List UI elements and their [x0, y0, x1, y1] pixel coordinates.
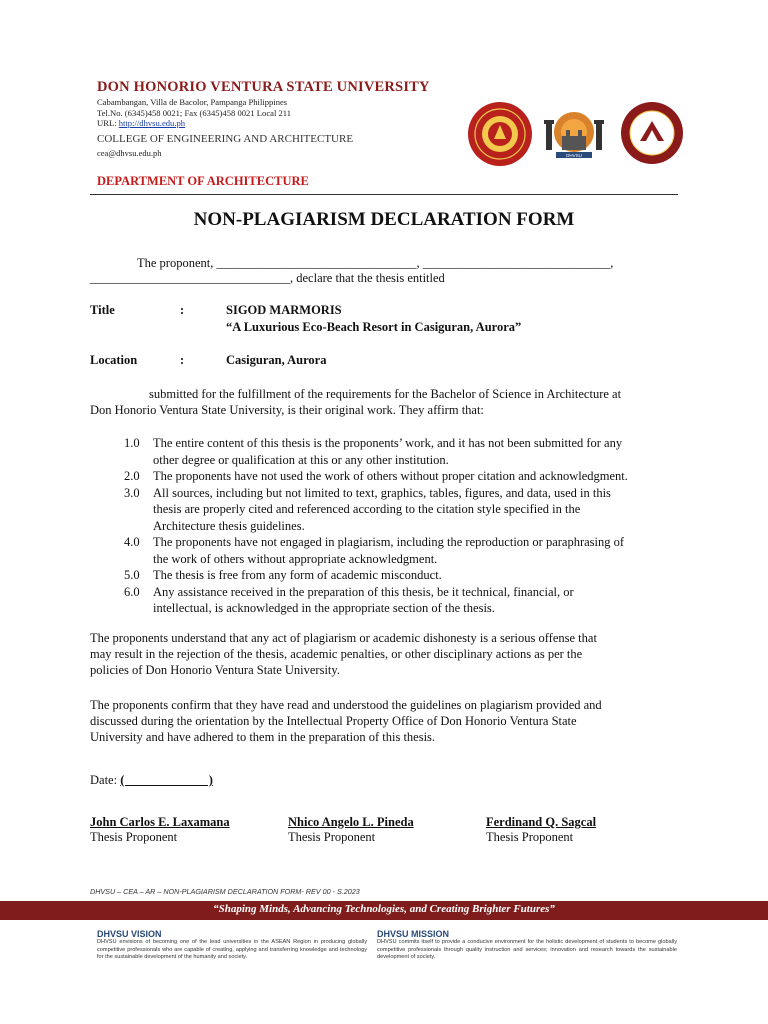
item-line: The proponents have not used the work of others without proper citation and acknowledgment. — [153, 469, 628, 483]
department-name: DEPARTMENT OF ARCHITECTURE — [97, 174, 309, 188]
cea-logo-label: DHVSU — [566, 153, 582, 158]
item-number: 5.0 — [124, 568, 140, 582]
list-item — [124, 468, 684, 485]
paragraph-line: The proponents understand that any act of plagiarism or academic dishonesty is a serious offense that — [90, 631, 597, 645]
item-number: 2.0 — [124, 469, 140, 483]
item-text — [153, 584, 684, 617]
date-field[interactable]: ( ) — [120, 773, 213, 787]
paragraph-confirm — [90, 697, 602, 745]
date-label: Date: — [90, 773, 121, 787]
list-item — [124, 567, 684, 584]
mission-text: DHVSU commits itself to provide a conducive environment for the holistic development of students to become globally competitive professionals through quality instruction and services; innovation and research towards the sustainable development of society. — [377, 939, 677, 961]
title-colon: : — [180, 303, 185, 317]
signatory-1 — [90, 815, 230, 845]
college-email: cea@dhvsu.edu.ph — [97, 148, 162, 158]
item-line: The entire content of this thesis is the proponents’ work, and it has not been submitted for any — [153, 436, 623, 450]
list-item — [124, 485, 684, 535]
item-number: 4.0 — [124, 535, 140, 549]
item-line: Architecture thesis guidelines. — [153, 518, 305, 533]
signatory-role: Thesis Proponent — [288, 830, 376, 844]
item-line: the work of others without appropriate acknowledgment. — [153, 551, 438, 566]
university-url-link[interactable]: http://dhvsu.edu.ph — [118, 118, 186, 128]
paragraph-line: The proponents confirm that they have read and understood the guidelines on plagiarism provided and — [90, 698, 602, 712]
university-tel: Tel.No. (6345)458 0021; Fax (6345)458 0021 Local 211 — [97, 108, 292, 118]
signatory-role: Thesis Proponent — [90, 830, 178, 844]
item-text — [153, 485, 684, 535]
intro-line-2: ________________________________, declare that the thesis entitled — [90, 271, 445, 285]
item-text — [153, 468, 684, 485]
url-label: URL: — [97, 118, 119, 128]
item-text — [153, 435, 684, 468]
affirmation-list — [124, 435, 684, 617]
vision-block — [97, 929, 367, 962]
item-text — [153, 534, 684, 567]
vision-title: DHVSU VISION — [97, 929, 162, 939]
thesis-subtitle: “A Luxurious Eco-Beach Resort in Casiguran, Aurora” — [226, 320, 522, 334]
university-address: Cabambangan, Villa de Bacolor, Pampanga Philippines — [97, 97, 288, 107]
signatory-name: Nhico Angelo L. Pineda — [288, 815, 414, 829]
location-value: Casiguran, Aurora — [226, 353, 327, 367]
signatory-name: Ferdinand Q. Sagcal — [486, 815, 597, 829]
item-line: Any assistance received in the preparation of this thesis, be it technical, financial, or — [153, 584, 574, 599]
cea-logo — [540, 106, 608, 162]
location-label: Location — [90, 353, 138, 367]
mission-title: DHVSU MISSION — [377, 929, 450, 939]
item-number: 3.0 — [124, 485, 140, 500]
item-number: 1.0 — [124, 436, 140, 450]
item-line: thesis are properly cited and referenced according to the citation style specified in the — [153, 502, 581, 516]
mission-block — [377, 929, 677, 962]
paragraph-line: may result in the rejection of the thesis, academic penalties, or other disciplinary actions as per the — [90, 647, 583, 661]
form-code: DHVSU – CEA – AR – NON-PLAGIARISM DECLARATION FORM- REV 00 - S.2023 — [90, 887, 360, 896]
submitted-line-2: Don Honorio Ventura State University, is their original work. They affirm that: — [90, 403, 484, 417]
header-rule — [90, 194, 678, 195]
thesis-title: SIGOD MARMORIS — [226, 303, 342, 317]
submitted-line-1: submitted for the fulfillment of the requirements for the Bachelor of Science in Architecture at — [149, 387, 622, 401]
list-item — [124, 435, 684, 468]
item-line: The proponents have not engaged in plagiarism, including the reproduction or paraphrasing of — [153, 535, 625, 549]
paragraph-line: policies of Don Honorio Ventura State University. — [90, 663, 340, 677]
paragraph-line: University and have adhered to them in the preparation of this thesis. — [90, 730, 436, 744]
signatory-3 — [486, 815, 596, 845]
paragraph-understand — [90, 630, 597, 678]
university-name: DON HONORIO VENTURA STATE UNIVERSITY — [97, 79, 430, 95]
slogan-text: “Shaping Minds, Advancing Technologies, and Creating Brighter Futures” — [213, 903, 555, 915]
item-line: The thesis is free from any form of academic misconduct. — [153, 568, 442, 582]
signatory-2 — [288, 815, 414, 845]
title-label: Title — [90, 303, 115, 317]
item-line: All sources, including but not limited to text, graphics, tables, figures, and data, used in this — [153, 485, 611, 500]
intro-line-1: The proponent, ________________________________, ______________________________, — [137, 256, 614, 270]
signatory-name: John Carlos E. Laxamana — [90, 815, 230, 829]
architecture-dept-logo — [620, 101, 684, 165]
list-item — [124, 584, 684, 617]
list-item — [124, 534, 684, 567]
vision-text: DHVSU envisions of becoming one of the lead universities in the ASEAN Region in producing globally competitive professionals who are capable of creating, applying and transferring knowledge and technology for the sustainable development of the humanity and society. — [97, 939, 367, 961]
signatory-role: Thesis Proponent — [486, 830, 574, 844]
item-text — [153, 567, 684, 584]
item-line: other degree or qualification at this or any other institution. — [153, 452, 449, 467]
item-line: intellectual, is acknowledged in the appropriate section of the thesis. — [153, 601, 495, 615]
university-url-line — [97, 118, 185, 128]
form-title: NON-PLAGIARISM DECLARATION FORM — [193, 209, 575, 230]
item-number: 6.0 — [124, 584, 140, 599]
location-colon: : — [180, 353, 185, 367]
date-line — [90, 772, 213, 788]
paragraph-line: discussed during the orientation by the Intellectual Property Office of Don Honorio Ventura State — [90, 714, 577, 728]
dhvsu-seal-logo — [467, 101, 533, 167]
college-name: COLLEGE OF ENGINEERING AND ARCHITECTURE — [97, 133, 354, 145]
